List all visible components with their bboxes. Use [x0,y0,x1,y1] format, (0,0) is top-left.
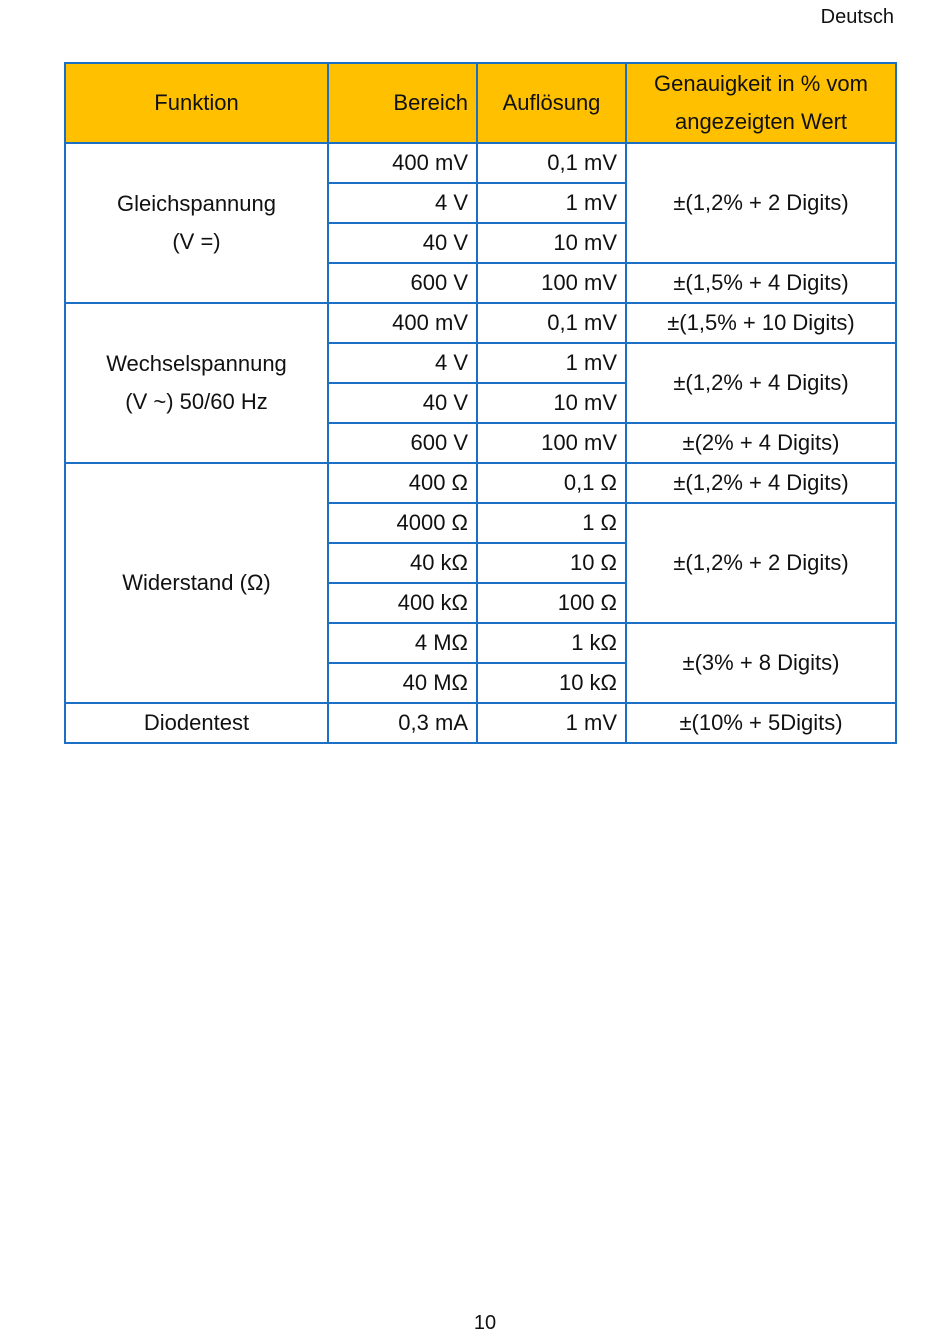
range-cell: 40 V [328,223,477,263]
range-cell: 400 kΩ [328,583,477,623]
range-cell: 600 V [328,263,477,303]
range-cell: 40 kΩ [328,543,477,583]
function-diode-test: Diodentest [65,703,328,743]
resolution-cell: 100 mV [477,423,626,463]
resolution-cell: 10 kΩ [477,663,626,703]
accuracy-cell: ±(1,5% + 10 Digits) [626,303,896,343]
function-resistance: Widerstand (Ω) [65,463,328,703]
resolution-cell: 100 mV [477,263,626,303]
table-row [65,703,896,743]
range-cell: 400 Ω [328,463,477,503]
range-cell: 4 MΩ [328,623,477,663]
range-cell: 600 V [328,423,477,463]
specifications-table [64,62,897,744]
table-row [65,303,896,343]
resolution-cell: 1 kΩ [477,623,626,663]
range-cell: 40 V [328,383,477,423]
range-cell: 400 mV [328,303,477,343]
table-row [65,463,896,503]
accuracy-cell: ±(2% + 4 Digits) [626,423,896,463]
accuracy-cell: ±(1,5% + 4 Digits) [626,263,896,303]
resolution-cell: 1 mV [477,183,626,223]
range-cell: 40 MΩ [328,663,477,703]
header-range: Bereich [328,63,477,143]
header-accuracy: Genauigkeit in % vom angezeigten Wert [626,63,896,143]
range-cell: 4 V [328,183,477,223]
language-label: Deutsch [820,6,894,28]
resolution-cell: 0,1 Ω [477,463,626,503]
resolution-cell: 10 Ω [477,543,626,583]
accuracy-cell: ±(1,2% + 2 Digits) [626,503,896,623]
function-unit: (V ~) 50/60 Hz [125,389,268,414]
table-header-row [65,63,896,143]
resolution-cell: 1 mV [477,343,626,383]
table-row [65,143,896,183]
header-resolution: Auflösung [477,63,626,143]
function-dc-voltage [65,143,328,303]
range-cell: 400 mV [328,143,477,183]
accuracy-cell: ±(1,2% + 2 Digits) [626,143,896,263]
range-cell: 4000 Ω [328,503,477,543]
accuracy-cell: ±(10% + 5Digits) [626,703,896,743]
function-unit: (V =) [172,229,221,254]
function-name: Wechselspannung [106,351,287,376]
function-name: Gleichspannung [116,191,276,216]
accuracy-cell: ±(3% + 8 Digits) [626,623,896,703]
resolution-cell: 0,1 mV [477,143,626,183]
resolution-cell: 0,1 mV [477,303,626,343]
resolution-cell: 10 mV [477,383,626,423]
resolution-cell: 1 mV [477,703,626,743]
resolution-cell: 1 Ω [477,503,626,543]
function-ac-voltage [65,303,328,463]
resolution-cell: 100 Ω [477,583,626,623]
range-cell: 4 V [328,343,477,383]
accuracy-cell: ±(1,2% + 4 Digits) [626,463,896,503]
header-function: Funktion [65,63,328,143]
page-number: 10 [473,1312,497,1334]
accuracy-cell: ±(1,2% + 4 Digits) [626,343,896,423]
resolution-cell: 10 mV [477,223,626,263]
range-cell: 0,3 mA [328,703,477,743]
